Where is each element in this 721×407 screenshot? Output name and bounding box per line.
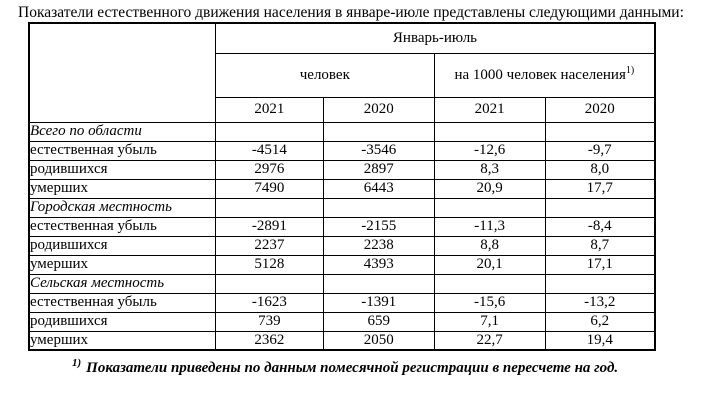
empty-cell [434,198,545,217]
year-cell: 2021 [434,97,545,122]
value-cell: 2897 [323,160,434,179]
value-cell: 6,2 [545,312,655,331]
value-cell: -2891 [215,217,323,236]
value-cell: 739 [215,312,323,331]
value-cell: -4514 [215,141,323,160]
row-label-cell: естественная убыль [29,293,215,312]
table-row [29,236,655,255]
table-row [29,217,655,236]
footnote-marker: 1) [72,357,82,369]
empty-cell [545,198,655,217]
value-cell: -13,2 [545,293,655,312]
section-header-row-rural [29,274,655,293]
value-cell: 4393 [323,255,434,274]
value-cell: 659 [323,312,434,331]
empty-cell [323,198,434,217]
header-period-cell: Январь-июль [215,23,655,53]
empty-cell [434,122,545,141]
value-cell: -12,6 [434,141,545,160]
empty-cell [323,274,434,293]
row-label-cell: естественная убыль [29,141,215,160]
empty-cell [545,274,655,293]
section-header-row-total [29,122,655,141]
value-cell: 2237 [215,236,323,255]
empty-cell [215,122,323,141]
value-cell: 7490 [215,179,323,198]
value-cell: 2050 [323,331,434,350]
population-stats-table [28,22,656,351]
page-title: Показатели естественного движения населения в январе-июле представлены следующими данными: [18,4,684,21]
year-cell: 2020 [323,97,434,122]
value-cell: 8,0 [545,160,655,179]
empty-cell [323,122,434,141]
year-cell: 2020 [545,97,655,122]
value-cell: 2976 [215,160,323,179]
footnote-reference-superscript: 1) [625,64,635,76]
value-cell: -15,6 [434,293,545,312]
section-label-cell: Сельская местность [29,274,215,293]
footnote-text: Показатели приведены по данным помесячной регистрации в пересчете на год. [86,360,619,376]
table-row [29,179,655,198]
value-cell: 17,7 [545,179,655,198]
empty-cell [434,274,545,293]
value-cell: 8,7 [545,236,655,255]
row-label-cell: родившихся [29,312,215,331]
header-unit-per1000-text: на 1000 человек населения [454,66,626,83]
value-cell: 8,8 [434,236,545,255]
row-label-cell: родившихся [29,236,215,255]
row-label-cell: умерших [29,179,215,198]
value-cell: -8,4 [545,217,655,236]
table-row [29,293,655,312]
value-cell: 2362 [215,331,323,350]
table-row [29,141,655,160]
year-cell: 2021 [215,97,323,122]
row-label-cell: умерших [29,255,215,274]
value-cell: -11,3 [434,217,545,236]
value-cell: -9,7 [545,141,655,160]
value-cell: 20,9 [434,179,545,198]
value-cell: 2238 [323,236,434,255]
value-cell: 20,1 [434,255,545,274]
section-label-cell: Всего по области [29,122,215,141]
value-cell: 8,3 [434,160,545,179]
value-cell: 5128 [215,255,323,274]
table-row [29,255,655,274]
footnote [72,357,619,377]
section-label-cell: Городская местность [29,198,215,217]
value-cell: 22,7 [434,331,545,350]
header-unit-persons-cell: человек [215,53,434,97]
table-row [29,312,655,331]
header-unit-per1000-cell [434,53,655,97]
value-cell: -3546 [323,141,434,160]
empty-cell [215,274,323,293]
header-empty-cell [29,23,215,122]
value-cell: 6443 [323,179,434,198]
value-cell: 7,1 [434,312,545,331]
value-cell: -1391 [323,293,434,312]
table-row [29,160,655,179]
value-cell: 17,1 [545,255,655,274]
value-cell: -2155 [323,217,434,236]
table-row [29,331,655,350]
value-cell: 19,4 [545,331,655,350]
row-label-cell: умерших [29,331,215,350]
header-row-period [29,23,655,53]
empty-cell [215,198,323,217]
section-header-row-urban [29,198,655,217]
empty-cell [545,122,655,141]
row-label-cell: родившихся [29,160,215,179]
row-label-cell: естественная убыль [29,217,215,236]
value-cell: -1623 [215,293,323,312]
